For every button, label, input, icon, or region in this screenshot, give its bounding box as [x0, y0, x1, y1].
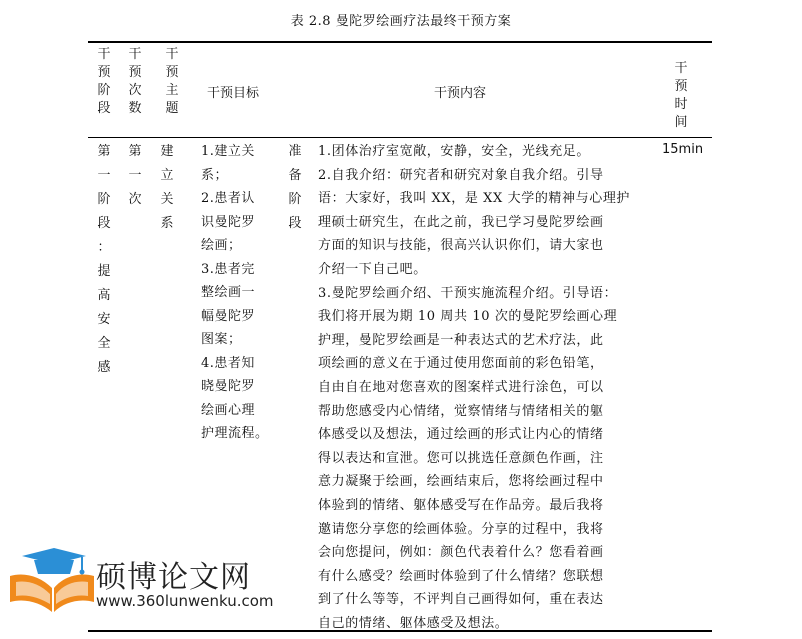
cell-step: 准 备 阶 段	[288, 144, 302, 231]
cell-goals: 1.建立关 系； 2.患者认 识曼陀罗 绘画； 3.患者完 整绘画一 幅曼陀罗 图案； 4.患者知 晓曼陀罗 绘画心理 护理流程。	[201, 144, 269, 441]
graduation-cap-icon	[22, 548, 86, 575]
header-count: 干 预 次 数	[128, 47, 142, 116]
header-time: 干 预 时 间	[674, 61, 688, 130]
header-theme: 干 预 主 题	[165, 47, 179, 116]
watermark-url: www.360lunwenku.com	[96, 592, 274, 610]
cell-content: 1.团体治疗室宽敞，安静，安全，光线充足。 2.自我介绍：研究者和研究对象自我介绍。引导 语：大家好，我叫 XX，是 XX 大学的精神与心理护 理硕士研究生，在此之前，我已学习曼陀罗绘画 方面的知识与技能，很高兴认识你们，请大家也 介绍一下自己吧。 3.曼陀罗绘画介绍、干预实施流程介绍。引导语： 我们将开展为期 10 周共 10 次的曼陀罗绘画心理 护理，曼陀罗绘画是一种表达式的艺术疗法，此 项绘画的意义在于通过使用您面前的彩色铅笔， 自由自在地对您喜欢的图案样式进行涂色，可以 帮助您感受内心情绪，觉察情绪与情绪相关的躯 体感受以及想法，通过绘画的形式让内心的情绪 得以表达和宣泄。您可以挑选任意颜色作画，注 意力凝聚于绘画，绘画结束后，您将绘画过程中 体验到的情绪、躯体感受写在作品旁。最后我将 邀请您分享您的绘画体验。分享的过程中，我将 会向您提问，例如：颜色代表着什么？您看着画 有什么感受？绘画时体验到了什么情绪？您联想 到了什么等等，不评判自己画得如何，重在表达 自己的情绪、躯体感受及想法。	[318, 144, 631, 631]
cell-phase: 第 一 阶 段 ： 提 高 安 全 感	[97, 144, 111, 375]
table-caption: 表 2.8 曼陀罗绘画疗法最终干预方案	[290, 14, 512, 29]
header-content: 干预内容	[434, 86, 487, 101]
table-top-rule	[88, 41, 712, 43]
header-goal: 干预目标	[207, 86, 260, 101]
cell-count: 第 一 次	[128, 144, 142, 207]
watermark-name: 硕博论文网	[96, 560, 251, 595]
open-book-icon	[10, 575, 94, 613]
cell-time: 15min	[662, 142, 704, 157]
header-phase: 干 预 阶 段	[97, 47, 111, 116]
cell-theme: 建 立 关 系	[160, 144, 174, 231]
table-header-rule	[88, 137, 712, 138]
